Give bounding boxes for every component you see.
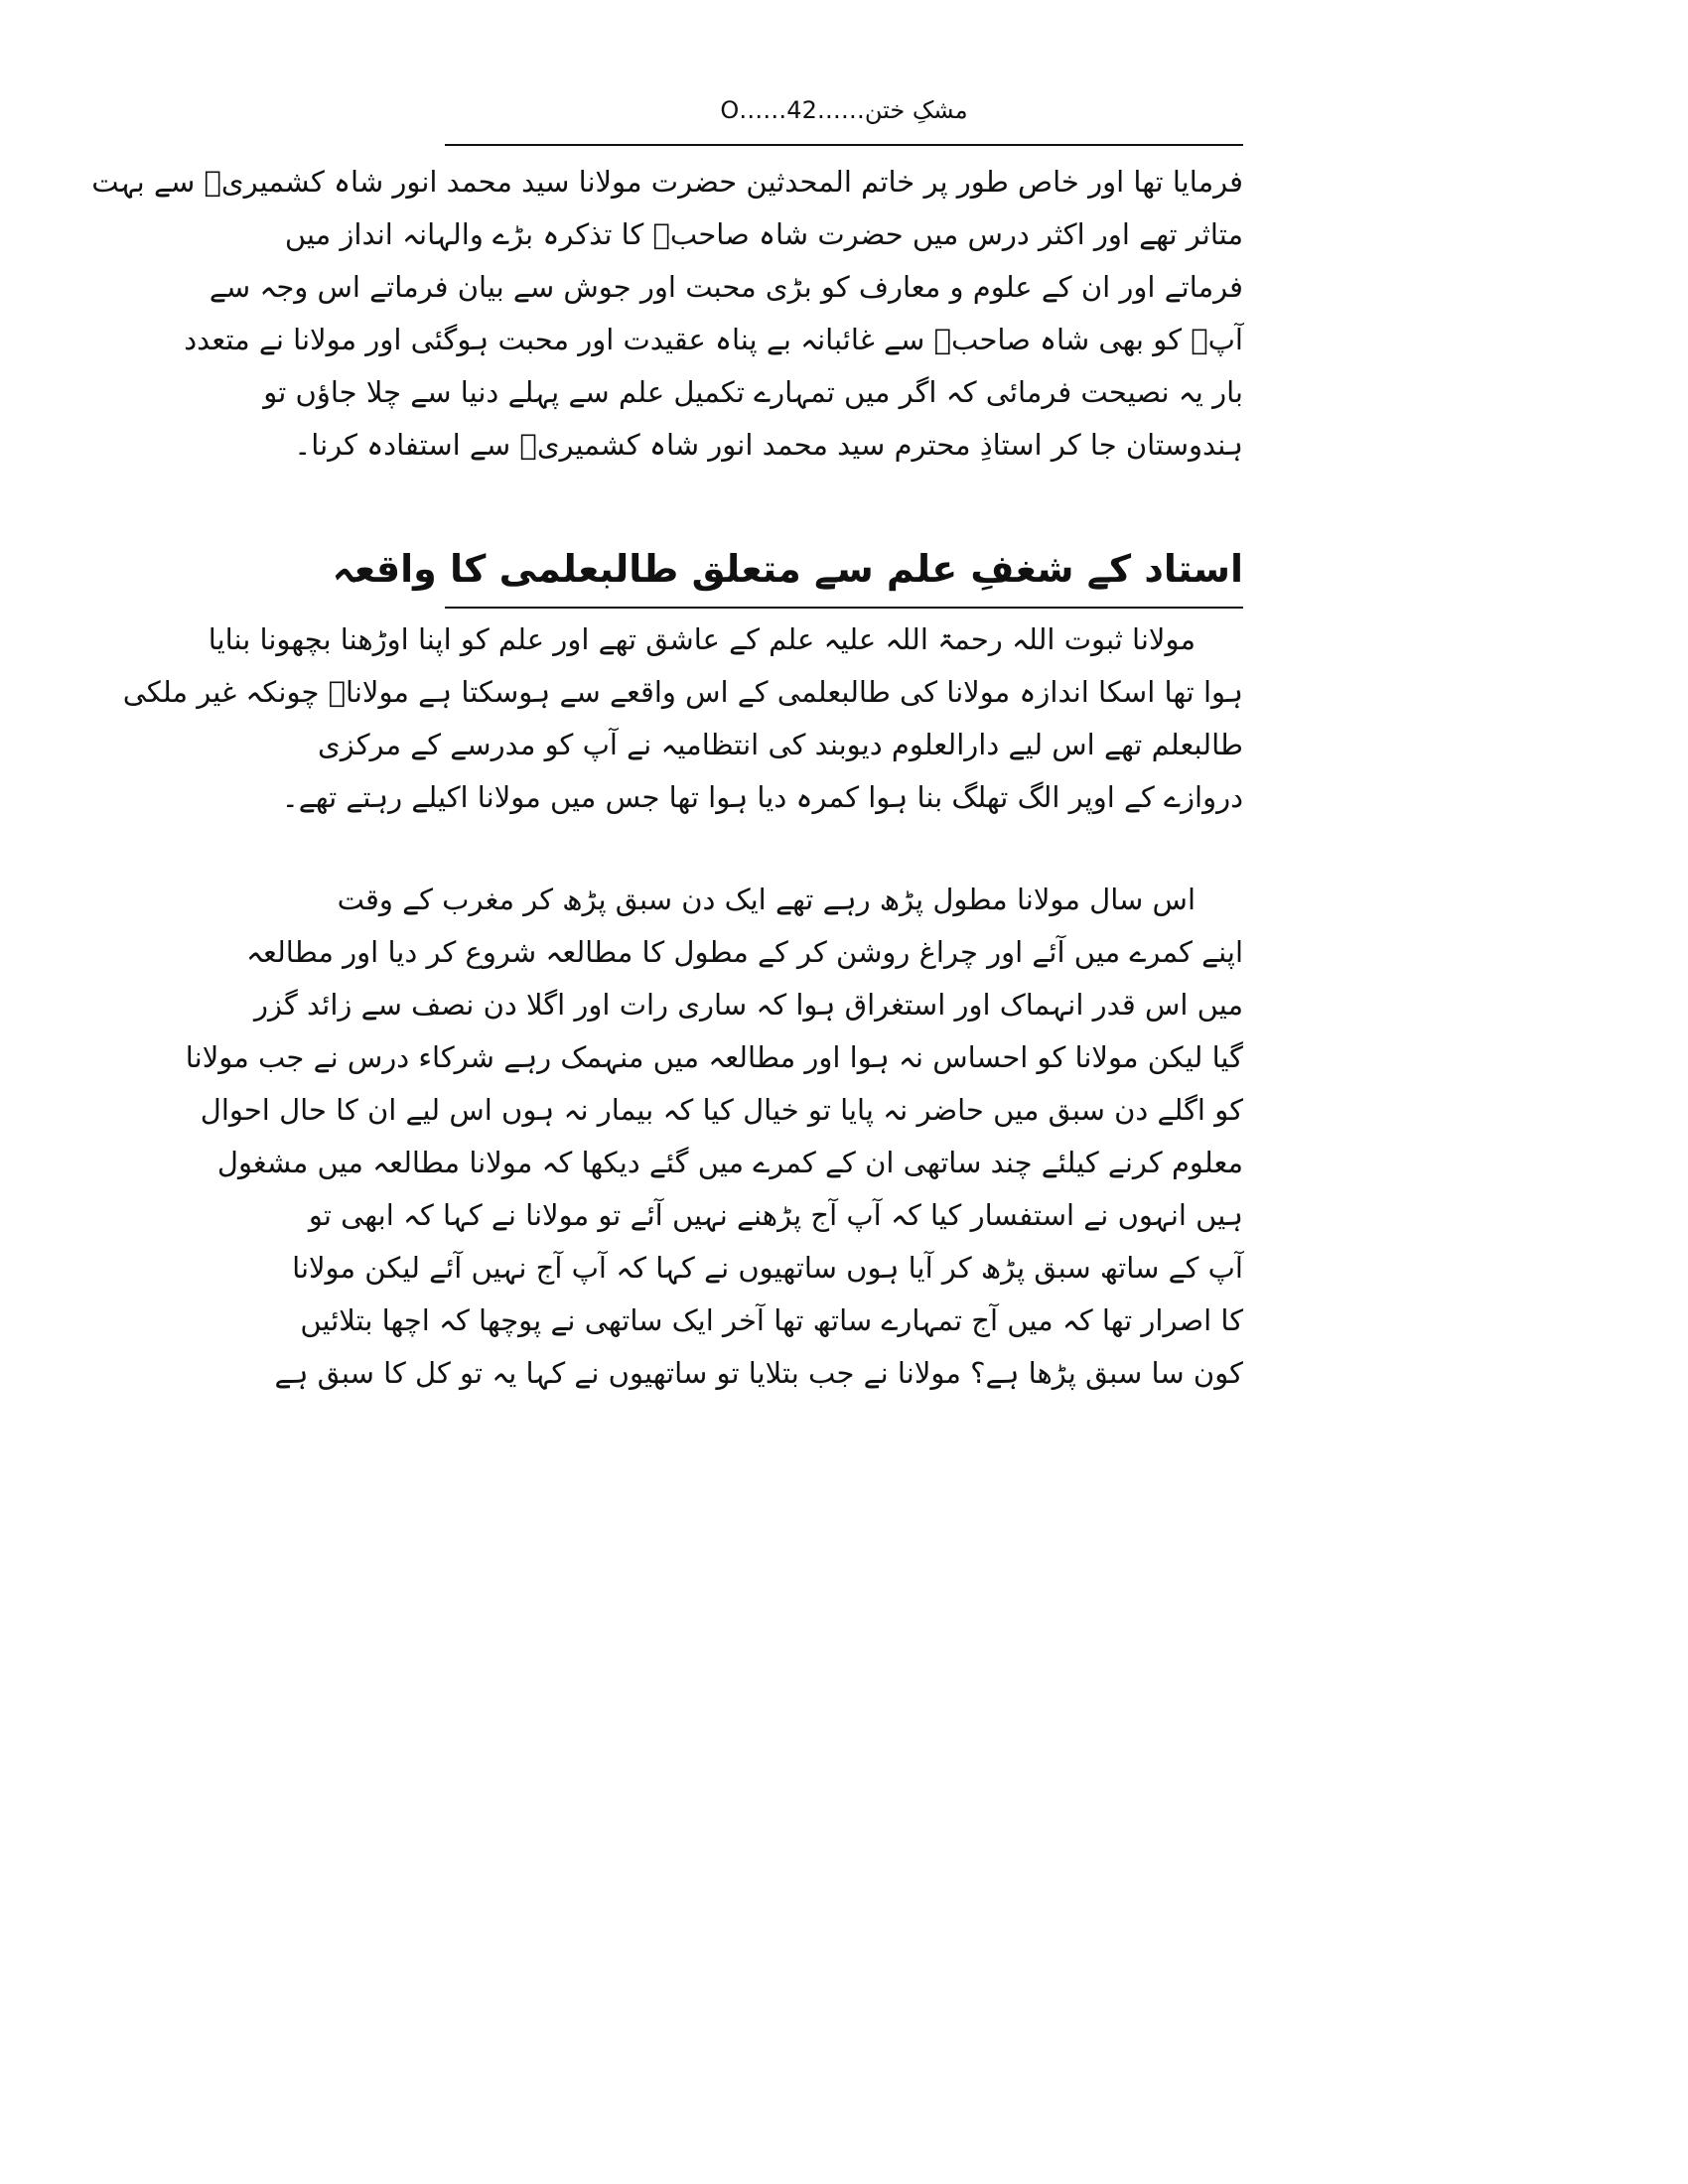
text-line: آپ کے ساتھ سبق پڑھ کر آیا ہوں ساتھیوں نے کہا کہ آپ آج نہیں آئے لیکن مولانا — [292, 1251, 1243, 1285]
text-line: فرماتے اور ان کے علوم و معارف کو بڑی محبت اور جوش سے بیان فرماتے اس وجہ سے — [209, 270, 1243, 304]
text-line: گیا لیکن مولانا کو احساس نہ ہوا اور مطالعہ میں منہمک رہے شرکاء درس نے جب مولانا — [185, 1040, 1243, 1074]
text-line: طالبعلم تھے اس لیے دارالعلوم دیوبند کی انتظامیہ نے آپ کو مدرسے کے مرکزی — [318, 728, 1243, 761]
text-line: اس سال مولانا مطول پڑھ رہے تھے ایک دن سبق پڑھ کر مغرب کے وقت — [337, 883, 1196, 916]
text-line: ہندوستان جا کر استاذِ محترم سید محمد انور شاہ کشمیریؒ سے استفادہ کرنا۔ — [294, 428, 1243, 462]
text-line: مولانا ثبوت اللہ رحمۃ اللہ علیہ علم کے عاشق تھے اور علم کو اپنا اوڑھنا بچھونا بنایا — [208, 622, 1196, 656]
text-line: کو اگلے دن سبق میں حاضر نہ پایا تو خیال کیا کہ بیمار نہ ہوں اس لیے ان کا حال احوال — [200, 1093, 1243, 1127]
text-line: فرمایا تھا اور خاص طور پر خاتم المحدثین حضرت مولانا سید محمد انور شاہ کشمیریؒ سے بہت — [91, 165, 1243, 199]
running-header: مشکِ ختن……O……42 — [720, 96, 968, 124]
text-line: معلوم کرنے کیلئے چند ساتھی ان کے کمرے میں گئے دیکھا کہ مولانا مطالعہ میں مشغول — [216, 1146, 1243, 1179]
text-line: میں اس قدر انہماک اور استغراق ہوا کہ ساری رات اور اگلا دن نصف سے زائد گزر — [254, 988, 1243, 1022]
text-line: بار یہ نصیحت فرمائی کہ اگر میں تمہارے تکمیل علم سے پہلے دنیا سے چلا جاؤں تو — [263, 375, 1243, 409]
paragraph-continued — [91, 156, 1243, 472]
heading-underline — [445, 607, 1243, 609]
text-line: ہیں انہوں نے استفسار کیا کہ آپ آج پڑھنے نہیں آئے تو مولانا نے کہا کہ ابھی تو — [308, 1198, 1243, 1232]
text-line: کون سا سبق پڑھا ہے؟ مولانا نے جب بتلایا تو ساتھیوں نے کہا یہ تو کل کا سبق ہے — [274, 1356, 1243, 1390]
text-line: آپؒ کو بھی شاہ صاحبؒ سے غائبانہ بے پناہ عقیدت اور محبت ہوگئی اور مولانا نے متعدد — [184, 323, 1243, 356]
text-line: ہوا تھا اسکا اندازہ مولانا کی طالبعلمی کے اس واقعے سے ہوسکتا ہے مولاناؒ چونکہ غیر ملکی — [122, 675, 1243, 709]
header-rule — [445, 144, 1243, 146]
text-line: کا اصرار تھا کہ میں آج تمہارے ساتھ تھا آخر ایک ساتھی نے پوچھا کہ اچھا بتلائیں — [300, 1303, 1243, 1337]
paragraph — [185, 874, 1243, 1400]
section-heading: استاد کے شغفِ علم سے متعلق طالبعلمی کا واقعہ — [332, 547, 1243, 591]
text-line: دروازے کے اوپر الگ تھلگ بنا ہوا کمرہ دیا ہوا تھا جس میں مولانا اکیلے رہتے تھے۔ — [281, 780, 1243, 814]
paragraph — [122, 614, 1243, 824]
text-line: اپنے کمرے میں آئے اور چراغ روشن کر کے مطول کا مطالعہ شروع کر دیا اور مطالعہ — [245, 935, 1243, 969]
text-line: متاثر تھے اور اکثر درس میں حضرت شاہ صاحبؒ کا تذکرہ بڑے والہانہ انداز میں — [284, 217, 1243, 251]
